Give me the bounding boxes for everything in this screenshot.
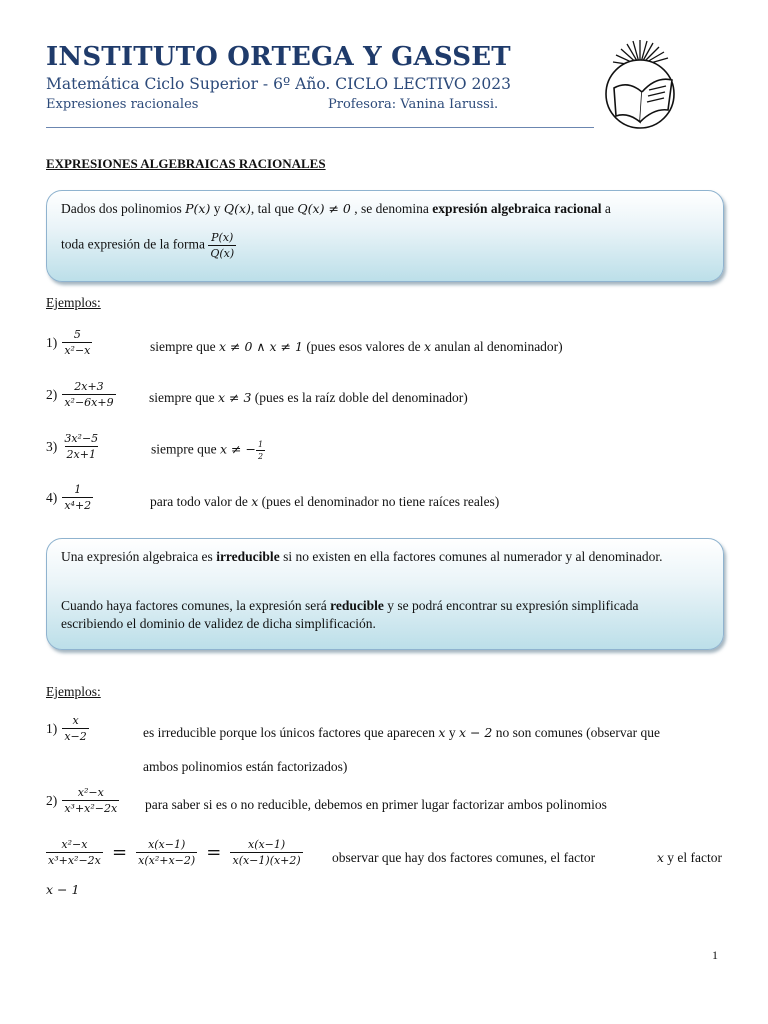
example-fraction: $\frac{1}{\text{x⁴+2}}$ [64,483,92,512]
general-fraction: $\frac{P(x)}{Q(x)}$ [210,231,235,260]
equals-sign: = [111,842,128,863]
examples-label-2: Ejemplos: [46,684,101,699]
example-text-2: siempre que x ≠ 3 (pues es la raíz doble del denominador) [149,390,468,405]
example2-text-1: es irreducible porque los únicos factores que aparecen x y x − 2 no son comunes (observar que [143,725,660,740]
equation-fraction-3: $\frac{x(x-1)}{x(x-1)(x+2)}$ [232,838,301,867]
example-fraction: $\frac{5}{\text{x²−x}}$ [64,328,91,357]
section-title: EXPRESIONES ALGEBRAICAS RACIONALES [46,156,326,171]
definition-line1: Dados dos polinomios P(x) y Q(x), tal que Q(x) ≠ 0 , se denomina expresión algebraica racional a [61,201,611,216]
example2-row-2: 2) $\frac{\text{x²−x}}{\text{x³+x²−2x}}$ [46,786,118,815]
example-text-4: para todo valor de x (pues el denominador no tiene raíces reales) [150,494,500,509]
definition-term: expresión algebraica racional [432,201,602,216]
page-number: 1 [712,948,718,962]
example-text-3: siempre que x ≠ − $\frac{1}{2}$ [151,440,264,461]
factorization-equation [46,838,303,867]
example-fraction: $\frac{2x+3}{\text{x²−6x+9}}$ [64,380,114,409]
half-fraction: $\frac{1}{2}$ [257,440,264,461]
institute-title: INSTITUTO ORTEGA Y GASSET [46,42,511,72]
definition-line2: toda expresión de la forma $\frac{P(x)}{Q(x)}$ [61,231,235,260]
topic-label: Expresiones racionales [46,97,199,112]
reducible-paragraph: Cuando haya factores comunes, la expresión será reducible y se podrá encontrar su expresión simplificada escribiendo el dominio de validez de dicha simplificación. [61,598,639,631]
examples-label-1: Ejemplos: [46,295,101,310]
example-row-3: 3) $\frac{\text{3x²−5}}{2x+1}$ [46,432,99,461]
header-divider [46,127,594,128]
teacher-label: Profesora: Vanina Iarussi. [328,97,499,112]
irreducible-box [46,538,724,650]
example2-fraction-2: $\frac{\text{x²−x}}{\text{x³+x²−2x}}$ [64,786,118,815]
example2-fraction-1: $\frac{x}{x-2}$ [64,714,87,743]
equation-fraction-1: $\frac{\text{x²−x}}{\text{x³+x²−2x}}$ [48,838,101,867]
course-subtitle: Matemática Ciclo Superior - 6º Año. CICLO LECTIVO 2023 [46,75,511,93]
irreducible-paragraph: Una expresión algebraica es irreducible si no existen en ella factores comunes al numerador y al denominador. [61,549,663,564]
equation-explanation-line2: x − 1 [46,882,80,897]
example2-row-1: 1) $\frac{x}{x-2}$ [46,714,87,743]
example2-text-2: para saber si es o no reducible, debemos en primer lugar factorizar ambos polinomios [145,797,607,812]
definition-box [46,190,724,282]
example-text-1: siempre que x ≠ 0 ∧ x ≠ 1 (pues esos valores de x anulan al denominador) [150,339,563,354]
example-row-2: 2) $\frac{2x+3}{\text{x²−6x+9}}$ [46,380,114,409]
book-sun-logo-icon [600,36,680,131]
example-row-4: 4) $\frac{1}{\text{x⁴+2}}$ [46,483,92,512]
reducible-term: reducible [330,598,384,613]
example-fraction: $\frac{\text{3x²−5}}{2x+1}$ [64,432,99,461]
example2-text-1-line2: ambos polinomios están factorizados) [143,759,348,774]
equals-sign: = [206,842,222,863]
irreducible-term: irreducible [216,549,280,564]
equation-fraction-2: $\frac{x(x-1)}{\text{x(x²+x−2)}}$ [138,838,196,867]
equation-explanation: observar que hay dos factores comunes, el factor x y el factor [332,850,722,865]
example-row-1: 1) $\frac{5}{\text{x²−x}}$ [46,328,91,357]
